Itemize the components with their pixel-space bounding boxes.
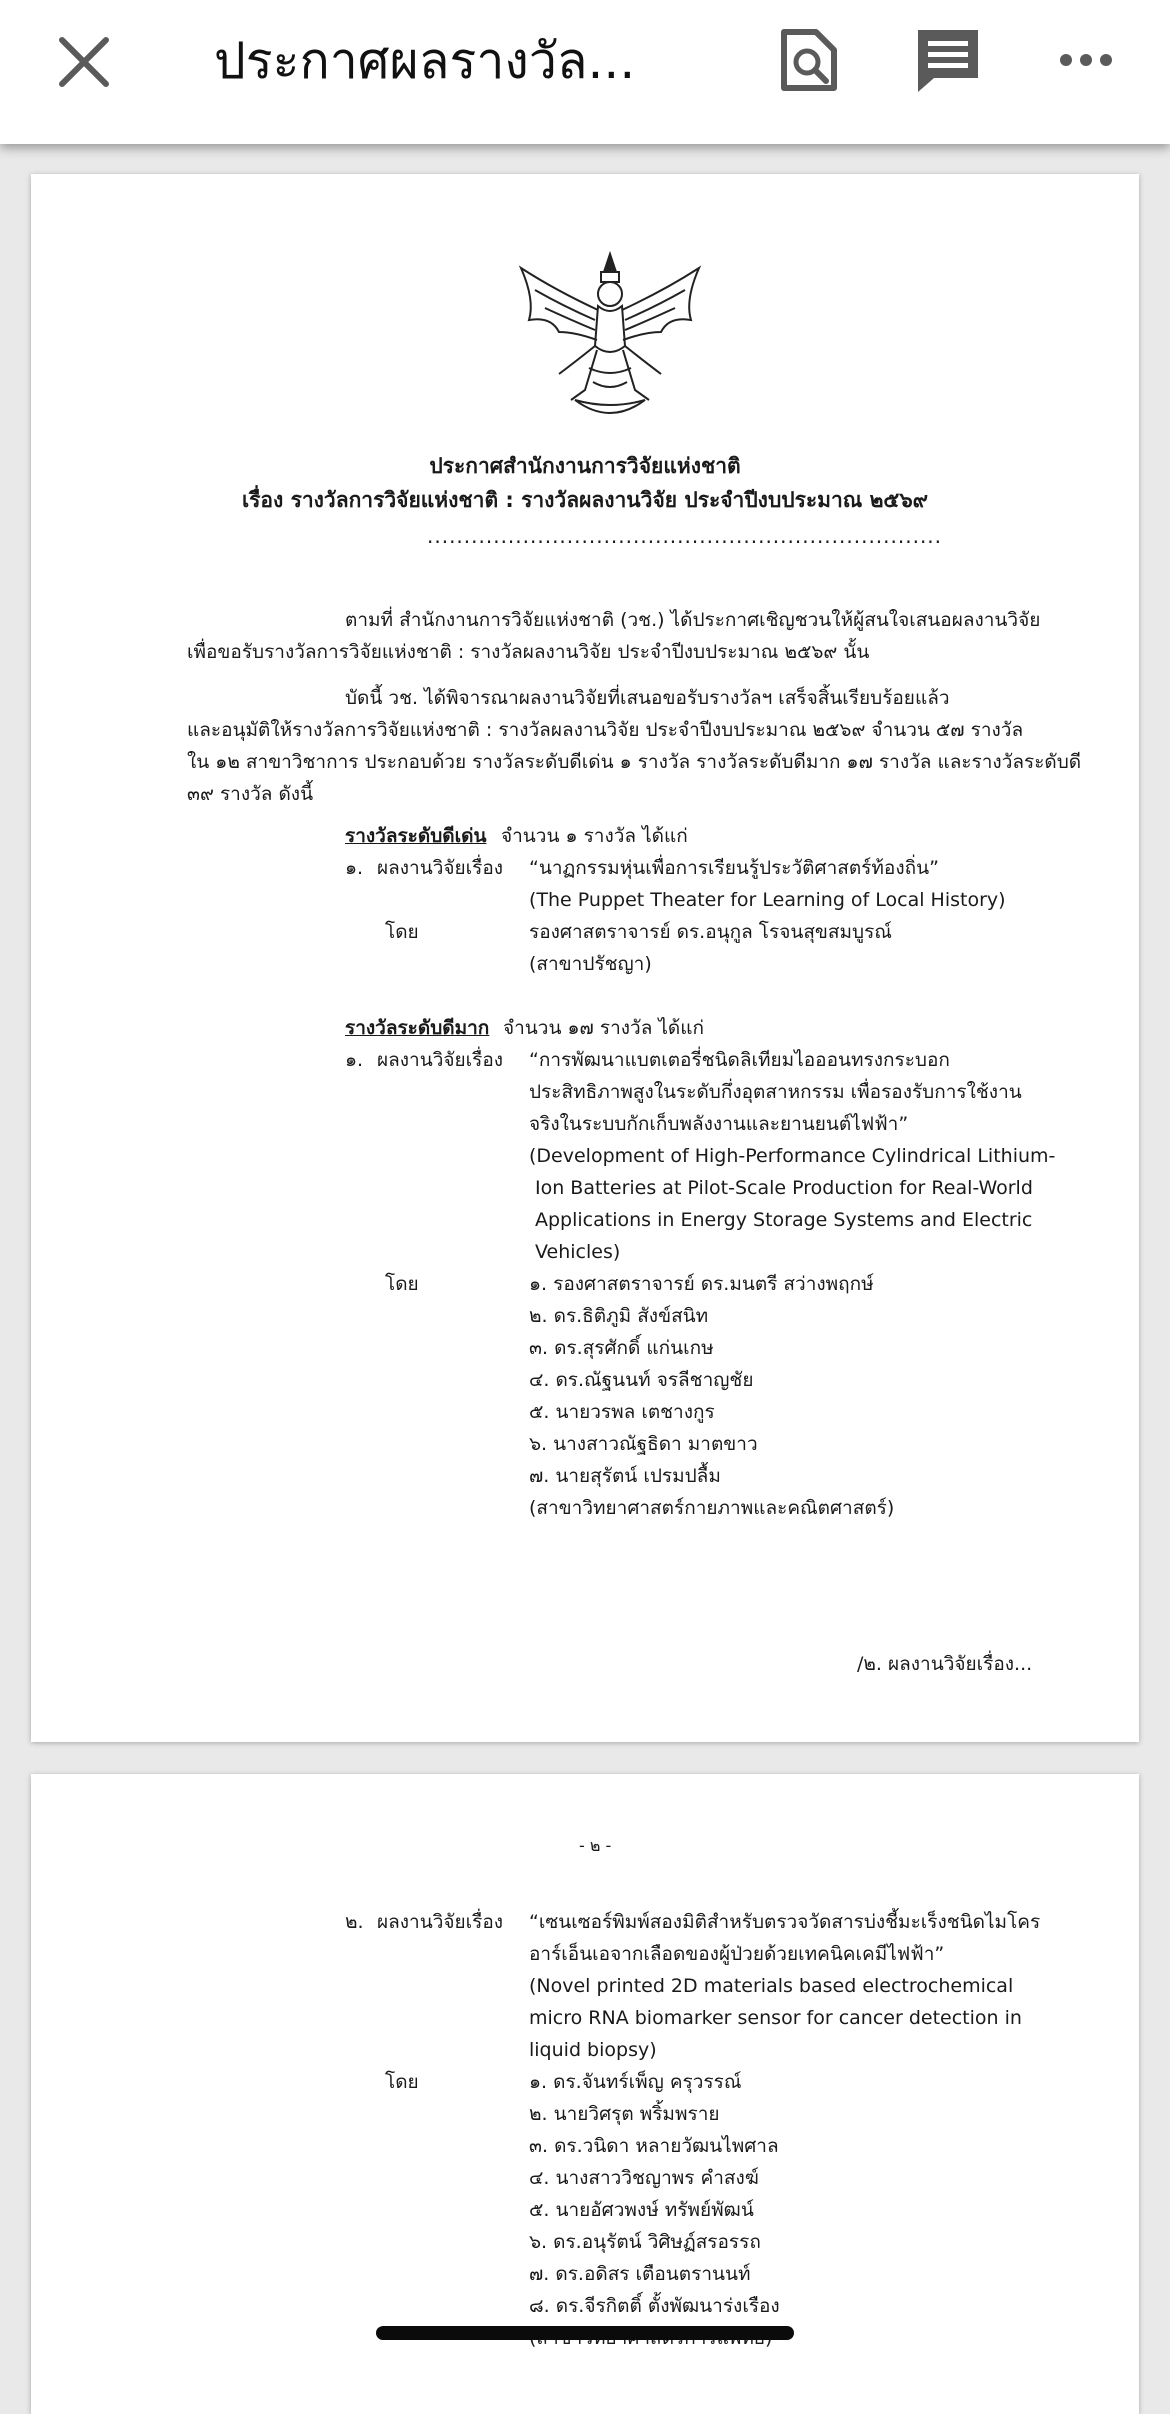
outstanding-award-label: รางวัลระดับดีเด่น: [345, 825, 487, 847]
work-title-th-line-1: “เซนเซอร์พิมพ์สองมิติสำหรับตรวจวัดสารบ่งชี้มะเร็งชนิดไมโคร: [529, 1911, 1041, 1933]
garuda-emblem: [515, 250, 705, 422]
document-title: ประกาศผลรางวัล...: [214, 32, 636, 90]
home-indicator[interactable]: [376, 2326, 794, 2340]
document-search-icon: [776, 24, 842, 96]
item-number: ๑.: [345, 857, 364, 879]
document-page-2: [31, 1774, 1139, 2414]
more-options-button[interactable]: [1056, 30, 1116, 90]
work-title-en-line-4: Vehicles): [535, 1241, 621, 1263]
work-title-en-line-1: (Novel printed 2D materials based electrochemical: [529, 1975, 1014, 1997]
very-good-award-count: จำนวน ๑๗ รางวัล ได้แก่: [503, 1017, 705, 1039]
work-title-en: (The Puppet Theater for Learning of Local History): [529, 889, 1006, 911]
announcement-heading: ประกาศสำนักงานการวิจัยแห่งชาติ: [429, 454, 741, 478]
document-page-1: [31, 174, 1139, 1742]
researcher-4: ๔. นางสาววิชญาพร คำสงฆ์: [529, 2167, 759, 2189]
researcher-2: ๒. นายวิศรุต พริ้มพราย: [529, 2103, 720, 2125]
work-title-th-line-1: “การพัฒนาแบตเตอรี่ชนิดลิเทียมไอออนทรงกระบอก: [529, 1049, 950, 1071]
toolbar: [0, 0, 1170, 144]
item-number: ๑.: [345, 1049, 364, 1071]
work-title-th: “นาฏกรรมหุ่นเพื่อการเรียนรู้ประวัติศาสตร์ท้องถิ่น”: [529, 857, 939, 879]
researcher-name: รองศาสตราจารย์ ดร.อนุกูล โรจนสุขสมบูรณ์: [529, 921, 892, 943]
item-number: ๒.: [345, 1911, 364, 1933]
very-good-award-label: รางวัลระดับดีมาก: [345, 1017, 490, 1039]
researcher-4: ๔. ดร.ณัฐนนท์ จรลีชาญชัย: [529, 1369, 754, 1391]
researcher-1: ๑. ดร.จันทร์เพ็ญ ครุวรรณ์: [529, 2071, 742, 2093]
comment-icon: [912, 24, 984, 96]
researcher-3: ๓. ดร.สุรศักดิ์ แก่นเกษ: [529, 1337, 714, 1359]
by-label: โดย: [385, 921, 419, 943]
paragraph-2-line-3: ใน ๑๒ สาขาวิชาการ ประกอบด้วย รางวัลระดับดีเด่น ๑ รางวัล รางวัลระดับดีมาก ๑๗ รางวัล และรางวัลระดับดี: [187, 751, 1082, 773]
researcher-5: ๕. นายอัศวพงษ์ ทรัพย์พัฒน์: [529, 2199, 754, 2221]
researcher-6: ๖. ดร.อนุรัตน์ วิศิษฏ์สรอรรถ: [529, 2231, 761, 2253]
separator-dots: ......................................................................: [427, 524, 943, 548]
work-title-en-line-3: Applications in Energy Storage Systems and Electric: [535, 1209, 1033, 1231]
researcher-3: ๓. ดร.วนิดา หลายวัฒนไพศาล: [529, 2135, 779, 2157]
researcher-2: ๒. ดร.ธิติภูมิ สังข์สนิท: [529, 1305, 709, 1327]
work-title-th-line-2: อาร์เอ็นเอจากเลือดของผู้ป่วยด้วยเทคนิคเคมีไฟฟ้า”: [529, 1943, 945, 1965]
close-icon: [52, 30, 116, 94]
work-label: ผลงานวิจัยเรื่อง: [377, 857, 504, 879]
paragraph-2-line-1: บัดนี้ วช. ได้พิจารณาผลงานวิจัยที่เสนอขอรับรางวัลฯ เสร็จสิ้นเรียบร้อยแล้ว: [345, 687, 950, 709]
outstanding-award-count: จำนวน ๑ รางวัล ได้แก่: [501, 825, 688, 847]
researcher-6: ๖. นางสาวณัฐธิดา มาตขาว: [529, 1433, 758, 1455]
researcher-1: ๑. รองศาสตราจารย์ ดร.มนตรี สว่างพฤกษ์: [529, 1273, 874, 1295]
work-title-en-line-2: micro RNA biomarker sensor for cancer detection in: [529, 2007, 1022, 2029]
comments-button[interactable]: [912, 24, 984, 96]
research-field: (สาขาปรัชญา): [529, 953, 652, 975]
paragraph-1-line-2: เพื่อขอรับรางวัลการวิจัยแห่งชาติ : รางวัลผลงานวิจัย ประจำปีงบประมาณ ๒๕๖๙ นั้น: [187, 641, 870, 663]
by-label: โดย: [385, 1273, 419, 1295]
page-number: - ๒ -: [579, 1836, 612, 1855]
paragraph-1-line-1: ตามที่ สำนักงานการวิจัยแห่งชาติ (วช.) ได้ประกาศเชิญชวนให้ผู้สนใจเสนอผลงานวิจัย: [345, 609, 1041, 631]
announcement-subject: เรื่อง รางวัลการวิจัยแห่งชาติ : รางวัลผลงานวิจัย ประจำปีงบประมาณ ๒๕๖๙: [241, 488, 929, 512]
close-button[interactable]: [52, 30, 116, 94]
by-label: โดย: [385, 2071, 419, 2093]
researcher-7: ๗. นายสุรัตน์ เปรมปลื้ม: [529, 1465, 721, 1487]
paragraph-2-line-4: ๓๙ รางวัล ดังนี้: [187, 783, 314, 805]
work-title-en-line-2: Ion Batteries at Pilot-Scale Production for Real-World: [535, 1177, 1033, 1199]
researcher-8: ๘. ดร.จีรกิตติ์ ตั้งพัฒนาร่งเรือง: [529, 2295, 780, 2317]
work-label: ผลงานวิจัยเรื่อง: [377, 1049, 504, 1071]
researcher-7: ๗. ดร.อดิสร เตือนตรานนท์: [529, 2263, 751, 2285]
work-title-th-line-3: จริงในระบบกักเก็บพลังงานและยานยนต์ไฟฟ้า”: [529, 1113, 909, 1135]
find-in-document-button[interactable]: [776, 24, 842, 96]
research-field: (สาขาวิทยาศาสตร์กายภาพและคณิตศาสตร์): [529, 1497, 895, 1519]
paragraph-2-line-2: และอนุมัติให้รางวัลการวิจัยแห่งชาติ : รางวัลผลงานวิจัย ประจำปีงบประมาณ ๒๕๖๙ จำนวน ๕๗ รางวัล: [187, 719, 1024, 741]
work-title-th-line-2: ประสิทธิภาพสูงในระดับกึ่งอุตสาหกรรม เพื่อรองรับการใช้งาน: [529, 1081, 1022, 1103]
work-title-en-line-3: liquid biopsy): [529, 2039, 657, 2061]
continued-marker: /๒. ผลงานวิจัยเรื่อง...: [857, 1653, 1033, 1675]
work-label: ผลงานวิจัยเรื่อง: [377, 1911, 504, 1933]
researcher-5: ๕. นายวรพล เตชางกูร: [529, 1401, 715, 1423]
work-title-en-line-1: (Development of High-Performance Cylindrical Lithium-: [529, 1145, 1056, 1167]
more-horizontal-icon: [1056, 30, 1116, 90]
